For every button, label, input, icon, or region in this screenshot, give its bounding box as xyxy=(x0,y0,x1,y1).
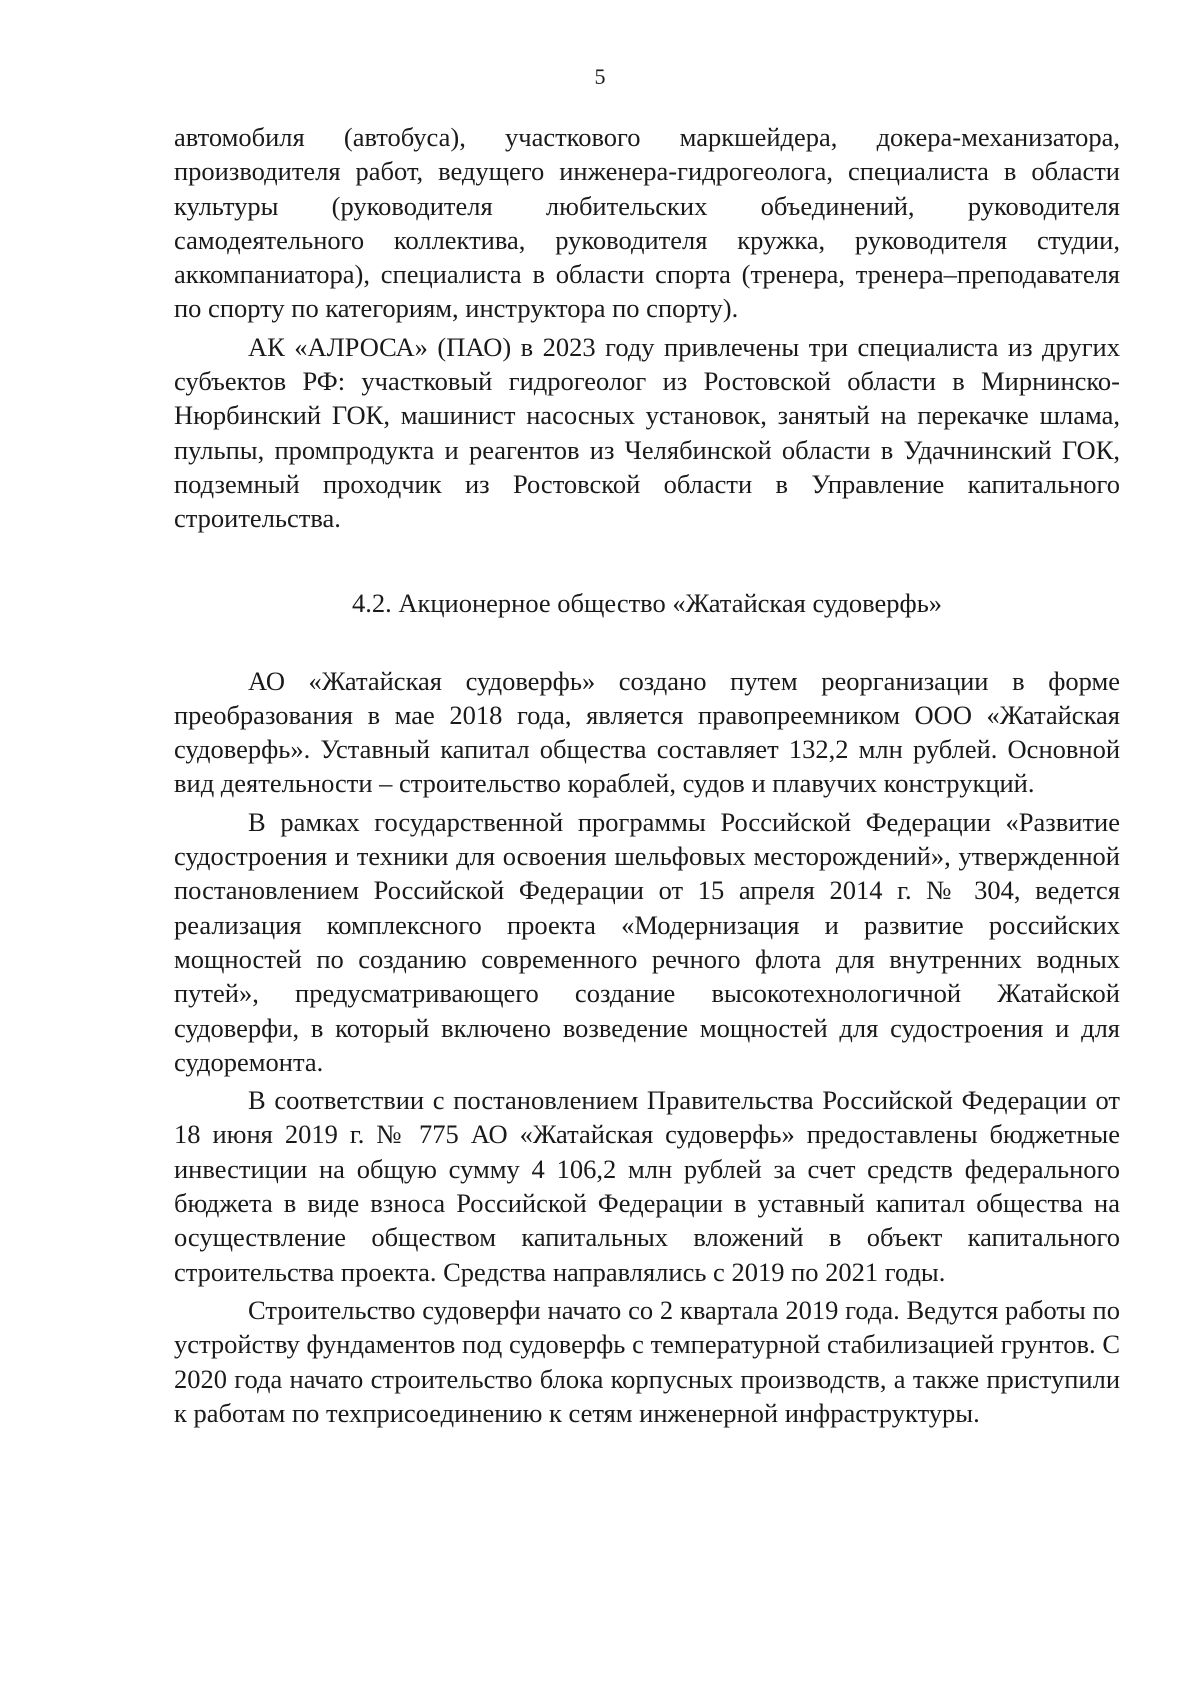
paragraph-alrosa-specialists: АК «АЛРОСА» (ПАО) в 2023 году привлечены три специалиста из других субъектов РФ: участковый гидрогеолог из Ростовской области в Мирнинско-Нюрбинский ГОК, машинист насосных установок, занятый на перекачке шлама, пульпы, промпродукта и реагентов из Челябинской области в Удачнинский ГОК, подземный проходчик из Ростовской области в Управление капитального строительства. xyxy=(174,331,1120,534)
paragraph-shipyard-creation: АО «Жатайская судоверфь» создано путем реорганизации в форме преобразования в мае 2018 года, является правопреемником ООО «Жатайская судоверфь». Уставный капитал общества составляет 132,2 млн рублей. Основной вид деятельности – строительство кораблей, судов и плавучих конструкций. xyxy=(174,665,1120,799)
document-body xyxy=(174,120,1120,1430)
section-heading: 4.2. Акционерное общество «Жатайская судоверфь» xyxy=(351,587,943,618)
paragraph-construction-progress: Строительство судоверфи начато со 2 квартала 2019 года. Ведутся работы по устройству фундаментов под судоверфь с температурной стабилизацией грунтов. С 2020 года начато строительство блока корпусных производств, а также приступили к работам по техприсоединению к сетям инженерной инфраструктуры. xyxy=(174,1294,1120,1428)
paragraph-budget-investments: В соответствии с постановлением Правительства Российской Федерации от 18 июня 2019 г. № 775 АО «Жатайская судоверфь» предоставлены бюджетные инвестиции на общую сумму 4 106,2 млн рублей за счет средств федерального бюджета в виде взноса Российской Федерации в уставный капитал общества на осуществление обществом капитальных вложений в объект капитального строительства проекта. Средства направлялись с 2019 по 2021 годы. xyxy=(174,1085,1120,1287)
paragraph-state-program: В рамках государственной программы Российской Федерации «Развитие судостроения и техники для освоения шельфовых месторождений», утвержденной постановлением Российской Федерации от 15 апреля 2014 г. № 304, ведется реализация комплексного проекта «Модернизация и развитие российских мощностей по созданию современного речного флота для внутренних водных путей», предусматривающего создание высокотехнологичной Жатайской судоверфи, в который включено возведение мощностей для судостроения и для судоремонта. xyxy=(174,806,1120,1077)
paragraph-continuation: автомобиля (автобуса), участкового маркшейдера, докера-механизатора, производителя работ, ведущего инженера-гидрогеолога, специалиста в области культуры (руководителя любительских объединений, руководителя самодеятельного коллектива, руководителя кружка, руководителя студии, аккомпаниатора), специалиста в области спорта (тренера, тренера–преподавателя по спорту по категориям, инструктора по спорту). xyxy=(174,122,1120,324)
page-number: 5 xyxy=(594,64,606,89)
